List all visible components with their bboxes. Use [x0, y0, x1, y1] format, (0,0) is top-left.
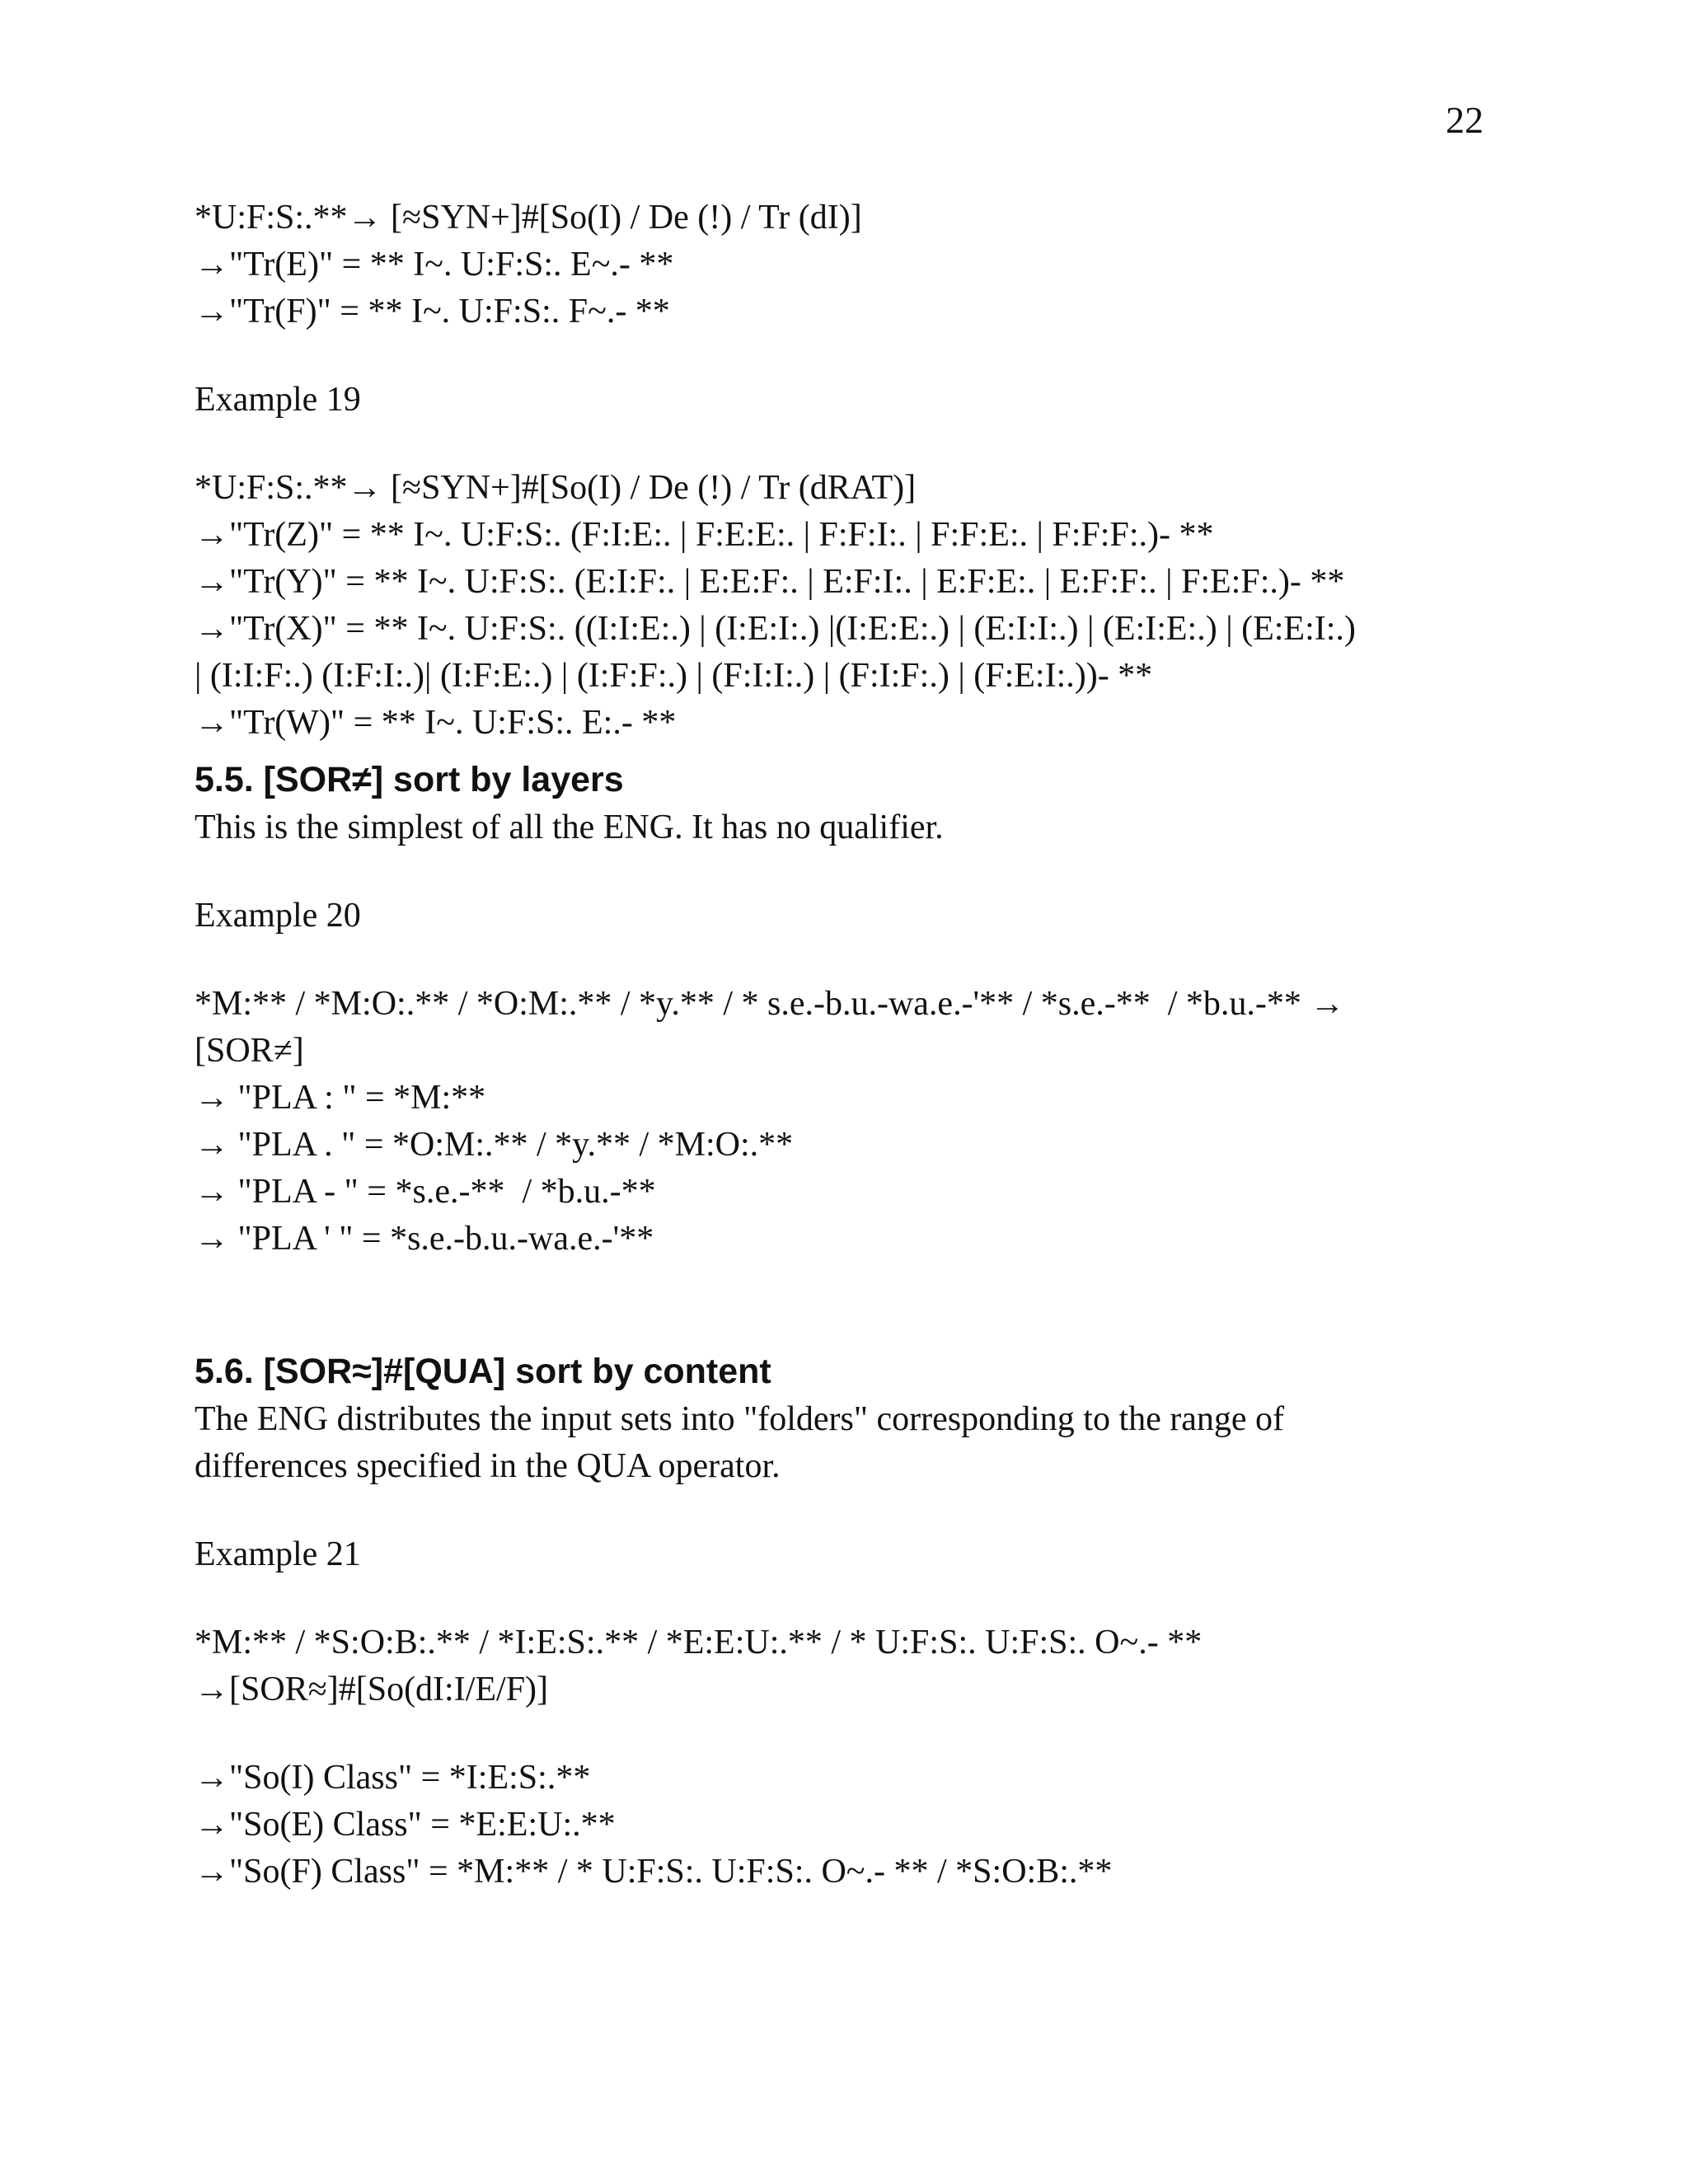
section-5-5-body: This is the simplest of all the ENG. It has no qualifier. [195, 808, 944, 846]
code-block-1 [195, 194, 1497, 335]
section-5-6-body [195, 1396, 1497, 1490]
example-20-label: Example 20 [195, 897, 361, 935]
code-line: *M:** / *S:O:B:.** / *I:E:S:.** / *E:E:U:.** / * U:F:S:. U:F:S:. O~.- ** [195, 1624, 1203, 1661]
code-line: →"Tr(F)" = ** I~. U:F:S:. F~.- ** [195, 293, 670, 330]
page-number: 22 [1446, 99, 1484, 141]
code-line: → "PLA - " = *s.e.-** / *b.u.-** [195, 1173, 656, 1211]
body-line: differences specified in the QUA operator. [195, 1447, 781, 1485]
code-line: →"So(E) Class" = *E:E:U:.** [195, 1806, 616, 1844]
code-line: *U:F:S:.**→ [≈SYN+]#[So(I) / De (!) / Tr (dRAT)] [195, 469, 917, 507]
code-line: →"So(I) Class" = *I:E:S:.** [195, 1759, 591, 1797]
code-line: →[SOR≈]#[So(dI:I/E/F)] [195, 1671, 549, 1708]
code-block-5 [195, 1755, 1497, 1896]
code-line: →"So(F) Class" = *M:** / * U:F:S:. U:F:S:. O~.- ** / *S:O:B:.** [195, 1853, 1113, 1891]
section-5-5-heading: 5.5. [SOR≠] sort by layers [195, 760, 624, 799]
code-line: [SOR≠] [195, 1032, 304, 1070]
example-21-label: Example 21 [195, 1535, 361, 1573]
body-line: The ENG distributes the input sets into "folders" corresponding to the range of [195, 1400, 1285, 1438]
code-line: →"Tr(W)" = ** I~. U:F:S:. E:.- ** [195, 704, 677, 742]
page-content [195, 194, 1497, 1896]
code-line: → "PLA ' " = *s.e.-b.u.-wa.e.-'** [195, 1220, 654, 1258]
code-line: *U:F:S:.**→ [≈SYN+]#[So(I) / De (!) / Tr (dI)] [195, 199, 862, 237]
code-line: → "PLA . " = *O:M:.** / *y.** / *M:O:.** [195, 1126, 794, 1164]
code-block-4 [195, 1619, 1497, 1713]
section-5-6-heading: 5.6. [SOR≈]#[QUA] sort by content [195, 1352, 771, 1391]
code-line: →"Tr(Z)" = ** I~. U:F:S:. (F:I:E:. | F:E:E:. | F:F:I:. | F:F:E:. | F:F:F:.)- ** [195, 516, 1214, 554]
code-line: | (I:I:F:.) (I:F:I:.)| (I:F:E:.) | (I:F:F:.) | (F:I:I:.) | (F:I:F:.) | (F:E:I:.))- ** [195, 657, 1153, 695]
code-block-3 [195, 981, 1497, 1263]
code-line: →"Tr(E)" = ** I~. U:F:S:. E~.- ** [195, 246, 674, 284]
code-line: → "PLA : " = *M:** [195, 1079, 486, 1117]
example-19-label: Example 19 [195, 381, 361, 419]
code-block-2 [195, 465, 1497, 747]
code-line: →"Tr(Y)" = ** I~. U:F:S:. (E:I:F:. | E:E:F:. | E:F:I:. | E:F:E:. | E:F:F:. | F:E:F:.)- ** [195, 563, 1345, 601]
code-line: *M:** / *M:O:.** / *O:M:.** / *y.** / * s.e.-b.u.-wa.e.-'** / *s.e.-** / *b.u.-** → [195, 985, 1345, 1023]
code-line: →"Tr(X)" = ** I~. U:F:S:. ((I:I:E:.) | (I:E:I:.) |(I:E:E:.) | (E:I:I:.) | (E:I:E:.) | (E:E:I:.) [195, 610, 1356, 648]
